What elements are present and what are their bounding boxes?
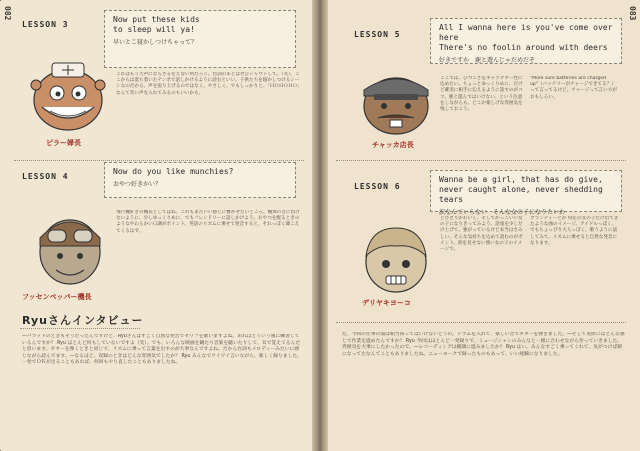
lesson-4-label: LESSON 4 bbox=[22, 172, 69, 181]
lesson-3-english-line: Now put these kids to sleep will ya! bbox=[113, 15, 200, 34]
interview-body-text-right: た、今回の仕事の面は相当回ってはいけないとうの。ドラムを入れて、楽しい音でギターを弾きました。―そして実際にはどんな感じで作業を進めたんですか？ Ryu 今回はほとんど一発録りで、ミュージシャンのみんなと一緒に合わせながら作っていきました。雰囲気を大事にしたかったので。―レコーディングは順調に進みましたか？ Ryu はい。みんなすごく乗ってくれて、気がつけば朝になってたなんてこともありましたね。ニューヨークで録ったものもあって、いい経験になりました。 bbox=[342, 332, 625, 357]
page-number-right: 083 bbox=[628, 6, 637, 21]
lesson-5-japanese-line: 好きですか 鹿と遊んじゃだめだぞ bbox=[439, 57, 536, 64]
section-divider bbox=[336, 322, 626, 323]
lesson-5-body-text: ここでは、ひつこさをキャラクター性に込めたい。ちょっとゆっくりめに、だけど確実に相手に伝えるように話すのがコツ。鹿と遊んではいけない、という注意をしながらも、どこか楽しげな雰囲気を残しておこう。 bbox=[440, 76, 523, 113]
lesson-3-body-text: これはもう大声にならざるをえない所だろう。台詞のあとはぜひシャウトして。（笑）。ここからは落ち着いたテンポで話しかけるように読むといい。子供たちを寝かしつけるシーンなのだから、声を張り上げるのではなく、やさしく、でもしっかりと。「ＨＯＨＯＨＯ」なんて笑い声を入れてみるのもいいかも。 bbox=[116, 72, 302, 96]
lesson-4-body-text: 飛行機好きの機長としてはね、これもまたいい感じに響かせたいところ。機体の音に負けないように、少しゆっくりめに、でもフレンドリーに話しかけよう。おやつを配るときのようなやわらかい口調がポイント。英語のリズムに乗せて発音すると、それっぽく聞こえてくるはず。 bbox=[116, 210, 300, 234]
interview-title-underline bbox=[20, 328, 140, 329]
lesson-6-label: LESSON 6 bbox=[354, 182, 401, 191]
interview-title: Ryuさんインタビュー bbox=[22, 314, 144, 327]
lesson-6-character-name: デリヤキヨーコ bbox=[362, 299, 411, 307]
section-divider bbox=[14, 160, 304, 161]
lesson-3-japanese-line: 早いとこ寝かしつけちゃって？ bbox=[113, 39, 198, 46]
lesson-6-speech-bubble bbox=[430, 170, 622, 216]
lesson-4-japanese-line: おやつ好きかい？ bbox=[113, 181, 162, 188]
lesson-5-character-name: チャッカ店長 bbox=[372, 141, 414, 149]
lesson-5-label: LESSON 5 bbox=[354, 30, 401, 39]
lesson-5-speech-bubble bbox=[430, 18, 622, 64]
lesson-4-speech-bubble bbox=[104, 162, 296, 198]
lesson-4-english-line: Now do you like munchies? bbox=[113, 167, 234, 176]
girl-character-illustration bbox=[356, 218, 436, 298]
lesson-5-english-line: All I wanna here is you've come over here There's no foolin around with deers bbox=[439, 23, 613, 52]
page-number-left: 082 bbox=[3, 6, 12, 21]
book-gutter bbox=[312, 0, 328, 451]
right-page bbox=[322, 0, 640, 451]
nurse-character-illustration bbox=[28, 55, 108, 135]
lesson-6-english-line: Wanna be a girl, that has do give, never caught alone, never shedding tears bbox=[439, 175, 603, 204]
lesson-6-japanese-line: 涙なんていらない そんな女の子になりたいわ bbox=[439, 209, 566, 216]
lesson-4-character-name: フッセンペッパー機長 bbox=[22, 293, 92, 301]
lesson-3-speech-bubble bbox=[104, 10, 296, 68]
shopkeeper-character-illustration bbox=[354, 60, 438, 140]
left-page bbox=[0, 0, 318, 451]
section-divider bbox=[336, 160, 626, 161]
lesson-3-label: LESSON 3 bbox=[22, 20, 69, 29]
pilot-character-illustration bbox=[30, 200, 110, 290]
lesson-3-character-name: ピラー婦長 bbox=[46, 139, 81, 147]
interview-body-text-left: ―バラッドのときもそうだったんですけど、Ryuさんはすごく自然な発音でセリフを歌いますよね。あれはどういう風に練習しているんですか？ Ryu ほとんど何もしていないですよ（笑）。でも、いろんな映画を観たり音楽を聴いたりして、耳で覚えてるんだと思います。ギターを弾くときと同じで、リズムに乗って言葉を出すのが大事なんですよね。だから台詞もメロディーみたいに感じながら読んでます。―なるほど。収録のときはどんな雰囲気でしたか？ Ryu みんなでワイワイ言いながら、楽しく録りました。一発でＯＫが出ることもあれば、何回もやり直したこともありましたね。 bbox=[22, 334, 302, 366]
lesson-5-note-text: "More sure batteries are charged up"（バッテリーがチャージできてる？）って言ってるけど、チャージって言い方がおもしろい。 bbox=[530, 76, 617, 100]
lesson-6-body-text: とびきりかわいく、そしてかっこいい女の子になりきってみよう。語尾を少しだけ上げて、強がっているけど本当はさみしい、そんな気持ちを込めて読むのがポイント。涙を見せない強い女の子のイメージで。 bbox=[440, 216, 523, 253]
lesson-6-body-text-2: ブランディーとか 特定の女の子だけ出てきたような曲のイメージ。アイドルっぽく、でもちょっぴり大人っぽく、歌うように話してみて。リズムに乗せると自然な発音になります。 bbox=[530, 216, 619, 246]
